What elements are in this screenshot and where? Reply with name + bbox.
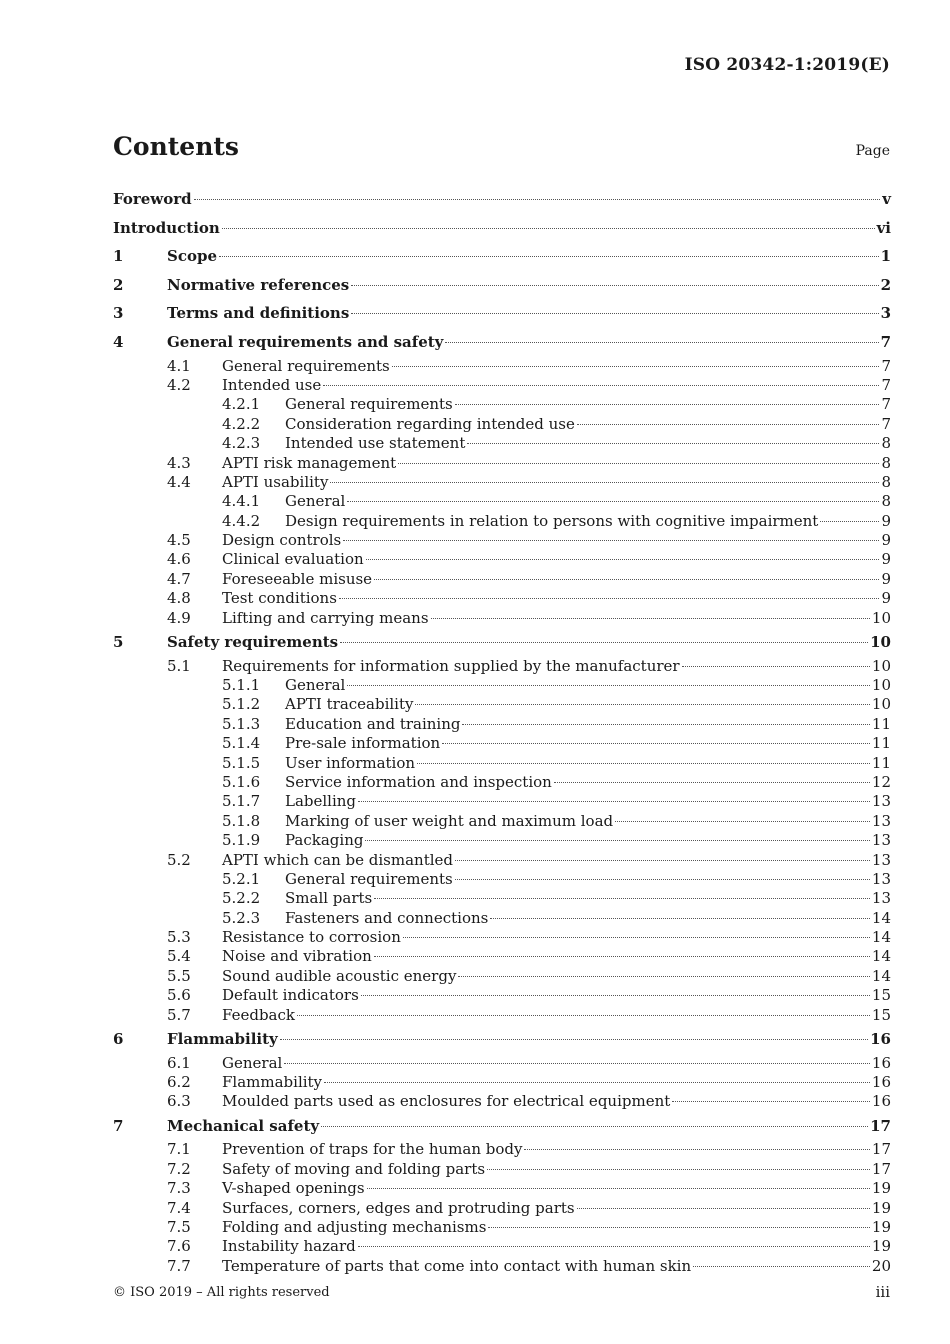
toc-entry-number: 5.7 [167,1005,191,1024]
toc-entry-label: Default indicators [222,986,359,1005]
toc-entry-number: 5.3 [167,928,191,947]
footer-page-number: iii [875,1283,890,1301]
page-column-label: Page [855,143,890,159]
toc-entry[interactable] [113,271,891,300]
toc-entry-number: 7.5 [167,1217,191,1236]
toc-dot-leader [403,937,870,938]
toc-entry-number: 5.1.2 [222,695,261,714]
toc-entry-label: Packaging [285,831,364,850]
toc-entry-label: Normative references [167,275,350,294]
toc-entry[interactable] [113,1237,891,1256]
toc-entry[interactable] [113,473,891,492]
toc-entry-page: 13 [871,850,891,869]
toc-entry-number: 5.1.8 [222,811,261,830]
toc-entry-number: 4.9 [167,608,191,627]
toc-entry-number: 5.1.4 [222,734,261,753]
toc-entry[interactable] [113,1199,891,1218]
toc-dot-leader [455,404,880,405]
toc-entry-number: 4.6 [167,550,191,569]
toc-dot-leader [392,366,880,367]
toc-entry-page: 7 [881,375,891,394]
toc-entry[interactable] [113,734,891,753]
toc-entry-label: Pre-sale information [285,734,441,753]
toc-dot-leader [467,443,879,444]
toc-entry-number: 4.4.2 [222,511,261,530]
toc-entry-label: User information [285,753,416,772]
toc-entry[interactable] [113,1073,891,1092]
toc-dot-leader [577,1208,870,1209]
toc-entry[interactable] [113,812,891,831]
toc-entry[interactable] [113,415,891,434]
toc-entry-number: 5.2.2 [222,889,261,908]
toc-dot-leader [693,1266,870,1267]
toc-dot-leader [323,385,879,386]
toc-entry-number: 5.1.5 [222,753,261,772]
toc-entry-page: 14 [871,908,891,927]
footer-copyright: © ISO 2019 – All rights reserved [113,1285,330,1300]
toc-dot-leader [347,685,870,686]
toc-dot-leader [462,724,869,725]
toc-dot-leader [339,598,880,599]
toc-entry[interactable] [113,299,891,328]
toc-dot-leader [330,482,879,483]
toc-entry-page: 12 [871,772,891,791]
toc-entry-label: Instability hazard [222,1237,356,1256]
toc-entry-page: v [882,190,891,208]
toc-entry-number: 3 [113,304,124,323]
toc-entry-page: 13 [871,792,891,811]
toc-entry-number: 4.7 [167,569,191,588]
toc-dot-leader [358,1246,870,1247]
toc-entry-number: 5.5 [167,966,191,985]
toc-entry-label: APTI usability [222,472,329,491]
toc-dot-leader [324,1082,870,1083]
toc-dot-leader [445,342,878,343]
toc-entry-number: 7.1 [167,1140,191,1159]
toc-entry-page: 13 [871,831,891,850]
toc-entry-page: 9 [881,569,891,588]
toc-entry[interactable] [113,715,891,734]
toc-entry-label: Resistance to corrosion [222,928,401,947]
toc-entry[interactable] [113,512,891,531]
toc-entry-label: General [285,676,346,695]
toc-entry-number: 5 [113,633,124,652]
toc-entry-number: 5.1.6 [222,772,261,791]
toc-entry[interactable] [113,870,891,889]
toc-entry-page: 14 [871,966,891,985]
toc-entry-number: 4.8 [167,589,191,608]
toc-dot-leader [367,1188,870,1189]
toc-entry[interactable] [113,492,891,511]
toc-entry-number: 4.2.1 [222,395,261,414]
toc-entry[interactable] [113,831,891,850]
toc-entry-label: General requirements [285,869,453,888]
toc-entry-page: 10 [871,656,891,675]
toc-dot-leader [415,704,869,705]
toc-entry[interactable] [113,242,891,271]
toc-dot-leader [554,782,870,783]
toc-entry-page: 19 [871,1179,891,1198]
toc-dot-leader [374,898,870,899]
toc-dot-leader [366,559,880,560]
toc-entry-label: Feedback [222,1005,295,1024]
toc-entry[interactable] [113,589,891,608]
toc-entry[interactable] [113,695,891,714]
toc-entry[interactable] [113,792,891,811]
toc-entry-label: Flammability [167,1030,278,1049]
toc-entry[interactable] [113,609,891,628]
toc-entry-page: 13 [871,889,891,908]
toc-entry-page: 8 [881,453,891,472]
toc-entry-label: Service information and inspection [285,772,552,791]
toc-dot-leader [682,666,870,667]
toc-entry[interactable] [113,1160,891,1179]
toc-entry-label: Lifting and carrying means [222,608,429,627]
toc-entry[interactable] [113,889,891,908]
toc-entry-page: 20 [871,1256,891,1275]
toc-entry-page: 9 [881,531,891,550]
toc-entry-label: Flammability [222,1073,323,1092]
toc-entry-page: 15 [871,986,891,1005]
toc-dot-leader [398,463,879,464]
toc-entry-number: 4.5 [167,531,191,550]
toc-entry-page: 15 [871,1005,891,1024]
toc-entry-page: 8 [881,434,891,453]
toc-entry-number: 7.2 [167,1159,191,1178]
toc-dot-leader [577,424,880,425]
toc-entry[interactable] [113,434,891,453]
toc-dot-leader [284,1063,870,1064]
toc-entry-page: 2 [880,275,891,294]
toc-entry-label: Intended use [222,375,322,394]
toc-entry-label: Fasteners and connections [285,908,489,927]
toc-entry-page: 11 [871,753,891,772]
toc-dot-leader [347,501,879,502]
toc-entry-label: Safety requirements [167,633,339,652]
toc-entry-page: 7 [881,356,891,375]
toc-dot-leader [672,1101,870,1102]
toc-dot-leader [351,285,878,286]
toc-entry-number: 1 [113,247,124,266]
toc-dot-leader [487,1169,870,1170]
toc-dot-leader [374,956,870,957]
toc-entry-page: 8 [881,492,891,511]
toc-entry-label: Design controls [222,531,342,550]
toc-entry[interactable] [113,570,891,589]
toc-entry-page: 13 [871,811,891,830]
toc-entry[interactable] [113,676,891,695]
toc-entry-label: Clinical evaluation [222,550,364,569]
toc-entry-page: 10 [871,608,891,627]
toc-entry-label: APTI which can be dismantled [222,850,453,869]
toc-entry-number: 4.2.2 [222,414,261,433]
toc-entry-page: 9 [881,589,891,608]
toc-entry-page: 17 [871,1140,891,1159]
toc-entry[interactable] [113,357,891,376]
toc-entry-page: 7 [880,332,891,351]
toc-dot-leader [455,860,870,861]
toc-entry-number: 4.1 [167,356,191,375]
toc-entry-page: 16 [871,1092,891,1111]
toc-entry-page: 13 [871,869,891,888]
toc-entry-page: 17 [870,1116,891,1135]
document-id: ISO 20342-1:2019(E) [684,55,890,75]
toc-entry-label: Scope [167,247,218,266]
toc-entry-label: Requirements for information supplied by the manufacturer [222,656,680,675]
toc-dot-leader [442,743,870,744]
toc-dot-leader [524,1149,869,1150]
toc-entry-label: Prevention of traps for the human body [222,1140,523,1159]
toc-entry-label: Education and training [285,714,461,733]
toc-entry-page: 14 [871,947,891,966]
toc-entry[interactable] [113,395,891,414]
toc-entry-label: Marking of user weight and maximum load [285,811,614,830]
toc-entry-page: 1 [880,247,891,266]
toc-entry-page: 17 [871,1159,891,1178]
toc-entry-label: Safety of moving and folding parts [222,1159,486,1178]
toc-entry[interactable] [113,1092,891,1111]
toc-entry-number: 5.6 [167,986,191,1005]
toc-entry-page: 19 [871,1237,891,1256]
toc-dot-leader [374,579,879,580]
toc-entry-number: 4.3 [167,453,191,472]
toc-entry-page: 9 [881,511,891,530]
toc-entry[interactable] [113,851,891,870]
toc-entry-page: 16 [871,1053,891,1072]
toc-entry-number: 5.1.3 [222,714,261,733]
toc-entry-number: 7.4 [167,1198,191,1217]
toc-entry[interactable] [113,185,891,214]
toc-entry-label: General requirements and safety [167,332,444,351]
toc-dot-leader [365,840,869,841]
page-title: Contents [113,132,240,161]
toc-entry-label: Moulded parts used as enclosures for electrical equipment [222,1092,671,1111]
toc-entry-number: 4.4.1 [222,492,261,511]
toc-entry-number: 7.3 [167,1179,191,1198]
toc-entry-number: 6.2 [167,1073,191,1092]
toc-dot-leader [351,313,878,314]
toc-entry-label: Noise and vibration [222,947,372,966]
toc-entry-page: 10 [871,695,891,714]
toc-dot-leader [194,199,881,200]
toc-entry-page: 19 [871,1198,891,1217]
toc-entry[interactable] [113,657,891,676]
toc-dot-leader [358,801,870,802]
toc-entry-number: 5.4 [167,947,191,966]
toc-entry-page: 3 [880,304,891,323]
toc-entry-number: 4.2 [167,375,191,394]
toc-entry-label: General requirements [285,395,453,414]
toc-entry-label: Temperature of parts that come into contact with human skin [222,1256,692,1275]
toc-dot-leader [488,1227,869,1228]
toc-dot-leader [343,540,879,541]
toc-entry[interactable] [113,909,891,928]
toc-entry-label: Introduction [113,218,220,237]
table-of-contents [113,185,891,1276]
toc-entry-page: 16 [870,1030,891,1049]
toc-entry-number: 4 [113,332,124,351]
toc-entry[interactable] [113,214,891,243]
toc-entry-number: 7.7 [167,1256,191,1275]
toc-entry[interactable] [113,454,891,473]
toc-dot-leader [321,1126,868,1127]
toc-entry[interactable] [113,1218,891,1237]
toc-entry[interactable] [113,928,891,947]
toc-entry[interactable] [113,1140,891,1159]
toc-entry-number: 7.6 [167,1237,191,1256]
toc-dot-leader [219,256,879,257]
toc-entry-page: 7 [881,395,891,414]
toc-entry-page: 11 [871,734,891,753]
toc-entry-number: 5.1 [167,656,191,675]
toc-entry[interactable] [113,628,891,657]
toc-dot-leader [361,995,870,996]
toc-entry[interactable] [113,1006,891,1025]
toc-entry-number: 5.2.3 [222,908,261,927]
toc-entry[interactable] [113,1112,891,1141]
toc-dot-leader [417,763,870,764]
toc-dot-leader [490,918,870,919]
toc-entry-label: General requirements [222,356,390,375]
toc-entry-page: 8 [881,472,891,491]
toc-dot-leader [820,521,879,522]
toc-dot-leader [455,879,870,880]
toc-entry-label: Labelling [285,792,357,811]
toc-entry-label: Sound audible acoustic energy [222,966,457,985]
toc-entry-page: 16 [871,1073,891,1092]
toc-entry-label: APTI traceability [285,695,414,714]
toc-entry-page: vi [876,218,891,237]
toc-entry-number: 2 [113,275,124,294]
toc-entry-number: 5.2.1 [222,869,261,888]
toc-dot-leader [431,618,870,619]
toc-entry-number: 7 [113,1116,124,1135]
toc-entry-number: 4.4 [167,472,191,491]
toc-entry[interactable] [113,531,891,550]
toc-entry-label: Consideration regarding intended use [285,414,575,433]
toc-entry-label: APTI risk management [222,453,397,472]
toc-entry[interactable] [113,967,891,986]
toc-entry[interactable] [113,550,891,569]
toc-entry-page: 11 [871,714,891,733]
toc-entry-label: Design requirements in relation to persons with cognitive impairment [285,511,819,530]
toc-entry-label: Foreseeable misuse [222,569,373,588]
toc-entry-label: General [285,492,346,511]
toc-entry[interactable] [113,328,891,357]
toc-dot-leader [458,976,869,977]
toc-entry-label: Foreword [113,190,192,208]
toc-entry-number: 5.1.1 [222,676,261,695]
toc-entry[interactable] [113,1054,891,1073]
toc-dot-leader [280,1039,868,1040]
toc-entry-page: 10 [871,676,891,695]
toc-dot-leader [615,821,870,822]
toc-entry-number: 6.3 [167,1092,191,1111]
toc-entry[interactable] [113,947,891,966]
toc-dot-leader [340,642,868,643]
toc-entry-page: 10 [870,633,891,652]
toc-entry-label: Mechanical safety [167,1116,320,1135]
toc-entry-page: 19 [871,1217,891,1236]
toc-entry[interactable] [113,1257,891,1276]
toc-dot-leader [222,228,875,229]
toc-entry-number: 6.1 [167,1053,191,1072]
toc-entry-label: General [222,1053,283,1072]
toc-entry-label: Surfaces, corners, edges and protruding parts [222,1198,575,1217]
toc-entry-number: 5.2 [167,850,191,869]
toc-entry-label: Test conditions [222,589,337,608]
toc-entry[interactable] [113,1179,891,1198]
toc-entry-page: 7 [881,414,891,433]
toc-dot-leader [297,1015,870,1016]
toc-entry-number: 4.2.3 [222,434,261,453]
toc-entry-label: Intended use statement [285,434,466,453]
toc-entry[interactable] [113,986,891,1005]
toc-entry[interactable] [113,376,891,395]
toc-entry[interactable] [113,773,891,792]
toc-entry-number: 5.1.7 [222,792,261,811]
toc-entry-label: Folding and adjusting mechanisms [222,1217,487,1236]
toc-entry-page: 9 [881,550,891,569]
toc-entry-number: 6 [113,1030,124,1049]
toc-entry-label: Terms and definitions [167,304,350,323]
toc-entry-label: V-shaped openings [222,1179,365,1198]
toc-entry[interactable] [113,1025,891,1054]
toc-entry[interactable] [113,754,891,773]
toc-entry-page: 14 [871,928,891,947]
toc-entry-label: Small parts [285,889,373,908]
toc-entry-number: 5.1.9 [222,831,261,850]
